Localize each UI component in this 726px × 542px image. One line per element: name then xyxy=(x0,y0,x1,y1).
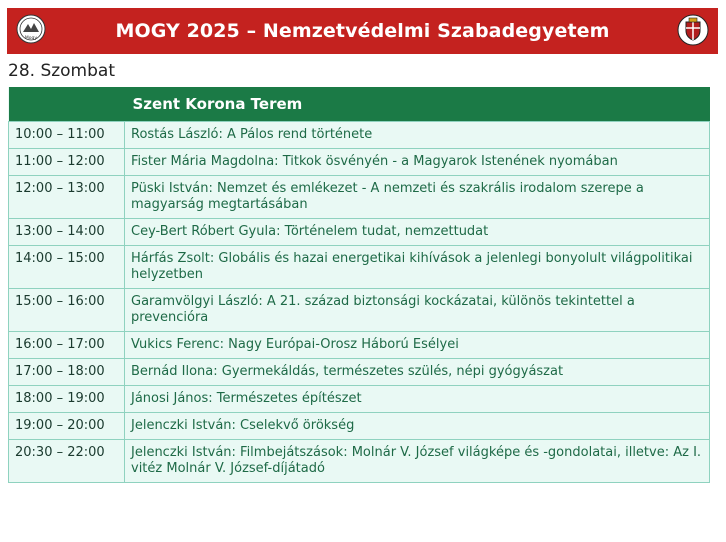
table-row xyxy=(9,121,710,148)
venue-header: Szent Korona Terem xyxy=(125,87,710,121)
talk-cell: Vukics Ferenc: Nagy Európai-Orosz Háború Esélyei xyxy=(125,331,710,358)
table-row xyxy=(9,331,710,358)
crest-icon xyxy=(677,14,709,46)
time-cell: 15:00 – 16:00 xyxy=(9,288,125,331)
table-row xyxy=(9,358,710,385)
schedule-table xyxy=(8,87,710,483)
time-cell: 10:00 – 11:00 xyxy=(9,121,125,148)
table-row xyxy=(9,245,710,288)
time-cell: 11:00 – 12:00 xyxy=(9,148,125,175)
mogy-logo-icon xyxy=(16,14,46,44)
table-row xyxy=(9,412,710,439)
table-row xyxy=(9,288,710,331)
talk-cell: Jánosi János: Természetes építészet xyxy=(125,385,710,412)
table-row xyxy=(9,148,710,175)
time-cell: 13:00 – 14:00 xyxy=(9,218,125,245)
table-header-row xyxy=(9,87,710,121)
header-time-cell xyxy=(9,87,125,121)
time-cell: 12:00 – 13:00 xyxy=(9,175,125,218)
talk-cell: Jelenczki István: Cselekvő örökség xyxy=(125,412,710,439)
talk-cell: Cey-Bert Róbert Gyula: Történelem tudat, nemzettudat xyxy=(125,218,710,245)
time-cell: 17:00 – 18:00 xyxy=(9,358,125,385)
time-cell: 18:00 – 19:00 xyxy=(9,385,125,412)
mogy-logo-text: Mogy xyxy=(24,36,38,41)
page-title: MOGY 2025 – Nemzetvédelmi Szabadegyetem xyxy=(115,20,610,42)
talk-cell: Jelenczki István: Filmbejátszások: Molnár V. József világképe és -gondolatai, illetve: Az I. vitéz Molnár V. József-díjátadó xyxy=(125,439,710,482)
table-row xyxy=(9,175,710,218)
table-row xyxy=(9,439,710,482)
table-row xyxy=(9,218,710,245)
talk-cell: Rostás László: A Pálos rend története xyxy=(125,121,710,148)
table-row xyxy=(9,385,710,412)
time-cell: 20:30 – 22:00 xyxy=(9,439,125,482)
time-cell: 16:00 – 17:00 xyxy=(9,331,125,358)
header-banner xyxy=(7,8,718,54)
talk-cell: Püski István: Nemzet és emlékezet - A nemzeti és szakrális irodalom szerepe a magyarság megtartásában xyxy=(125,175,710,218)
time-cell: 14:00 – 15:00 xyxy=(9,245,125,288)
talk-cell: Bernád Ilona: Gyermekáldás, természetes szülés, népi gyógyászat xyxy=(125,358,710,385)
talk-cell: Fister Mária Magdolna: Titkok ösvényén - a Magyarok Istenének nyomában xyxy=(125,148,710,175)
talk-cell: Garamvölgyi László: A 21. század biztonsági kockázatai, különös tekintettel a prevencióra xyxy=(125,288,710,331)
time-cell: 19:00 – 20:00 xyxy=(9,412,125,439)
talk-cell: Hárfás Zsolt: Globális és hazai energetikai kihívások a jelenlegi bonyolult világpolitikai helyzetben xyxy=(125,245,710,288)
day-title: 28. Szombat xyxy=(8,61,115,81)
